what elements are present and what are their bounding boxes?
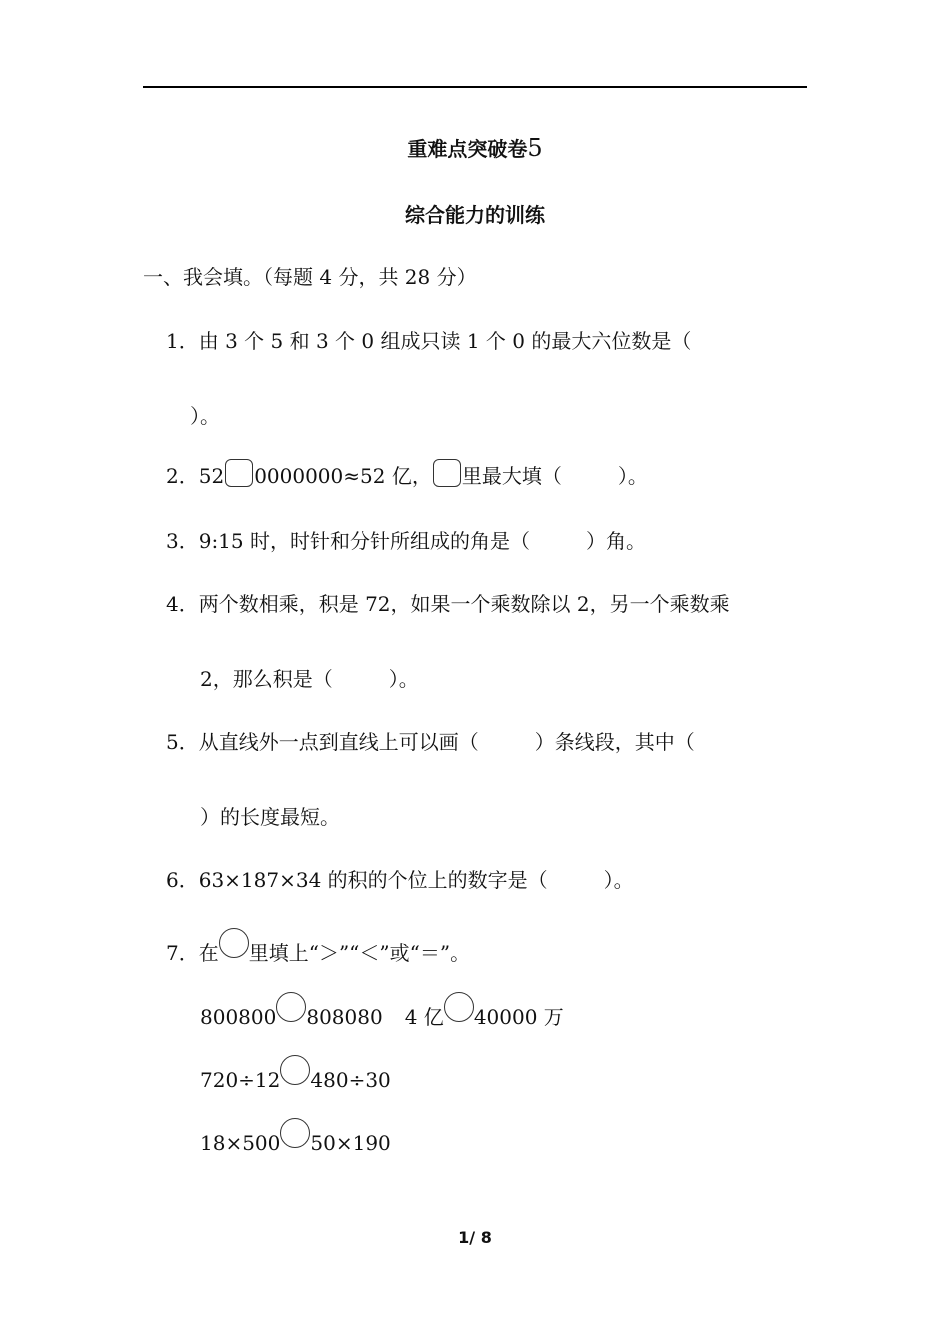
question-3-end: ）角。	[586, 529, 646, 553]
compare-left: 720÷12	[200, 1068, 281, 1092]
answer-circle[interactable]	[444, 992, 474, 1022]
question-3-text: 3．9:15 时，时针和分针所组成的角是（	[166, 529, 530, 553]
page-title	[0, 135, 950, 162]
title-text: 重难点突破卷	[407, 137, 528, 161]
question-3	[166, 528, 646, 554]
answer-circle[interactable]	[280, 1118, 310, 1148]
question-1-line-1: 1．由 3 个 5 和 3 个 0 组成只读 1 个 0 的最大六位数是（	[166, 329, 692, 353]
question-6-end: ）。	[603, 868, 634, 892]
compare-row-3	[200, 1118, 391, 1156]
question-2-text: 0000000≈52 亿，	[254, 464, 432, 488]
answer-circle[interactable]	[276, 992, 306, 1022]
answer-box-square[interactable]	[225, 459, 253, 487]
title-number: 5	[527, 134, 543, 162]
question-6	[166, 867, 634, 893]
compare-right: 808080	[306, 1005, 383, 1029]
question-2-number: 2．52	[166, 464, 225, 488]
question-6-text: 6．63×187×34 的积的个位上的数字是（	[166, 868, 548, 892]
question-4-text: 2，那么积是（	[200, 667, 333, 691]
compare-left: 18×500	[200, 1131, 281, 1155]
page-number: 1/ 8	[458, 1228, 492, 1247]
answer-circle[interactable]	[280, 1055, 310, 1085]
compare-left: 800800	[200, 1005, 277, 1029]
compare-right: 40000 万	[473, 1005, 564, 1029]
section-heading: 一、我会填。（每题 4 分，共 28 分）	[143, 265, 477, 289]
question-4-line-2	[200, 666, 419, 692]
compare-left: 4 亿	[404, 1005, 444, 1029]
question-7	[166, 928, 470, 966]
compare-right: 50×190	[310, 1131, 391, 1155]
question-4-end: ）。	[388, 667, 419, 691]
question-5-mid: ）条线段，其中（	[534, 730, 695, 754]
answer-box-square-reference	[433, 459, 461, 487]
compare-row-1	[200, 992, 564, 1030]
compare-right: 480÷30	[310, 1068, 391, 1092]
question-5-line-2: ）的长度最短。	[200, 805, 340, 829]
question-2-end: ）。	[617, 464, 648, 488]
question-2	[166, 459, 648, 489]
question-5-text: 5．从直线外一点到直线上可以画（	[166, 730, 479, 754]
question-2-text-2: 里最大填（	[461, 464, 562, 488]
page-subtitle: 综合能力的训练	[405, 203, 545, 227]
question-4-line-1: 4．两个数相乘，积是 72，如果一个乘数除以 2，另一个乘数乘	[166, 592, 730, 616]
answer-circle-reference	[219, 928, 249, 958]
compare-row-2	[200, 1055, 391, 1093]
top-rule	[143, 86, 807, 88]
question-7-end: 里填上“＞”“＜”或“＝”。	[248, 941, 471, 965]
question-5-line-1	[166, 729, 695, 755]
question-7-text: 7．在	[166, 941, 219, 965]
question-1-line-2: ）。	[190, 404, 220, 428]
